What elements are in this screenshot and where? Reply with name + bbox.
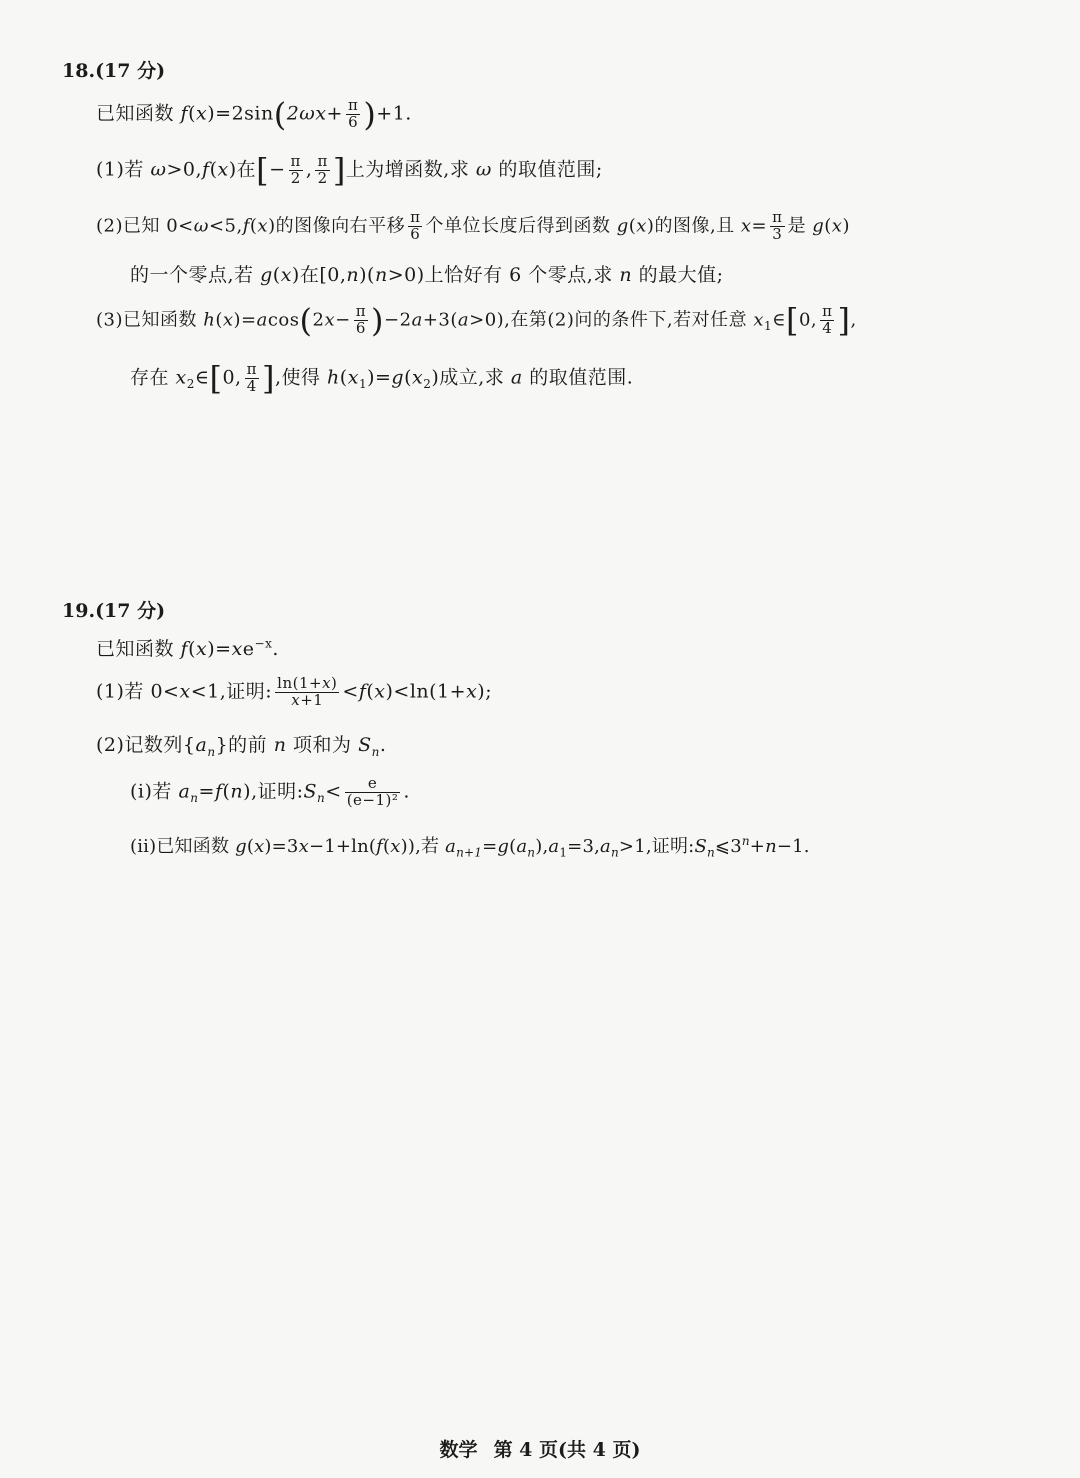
footer-subject: 数学: [439, 1439, 478, 1461]
q19-part-2-i: (i)若 $a_n=f(n)$,证明$:S_n<$ $\frac{e}{\text{(e−1)²}}$ .: [130, 774, 410, 809]
fraction: $\frac{\pi}{2}$: [290, 152, 301, 187]
question-score: (17 分): [95, 600, 166, 622]
q18-part-1: (1)若 ω>0,f(x)在[− $\frac{\pi}{2}$ , $\frac{\pi}{2}$ ]上为增函数,求 ω 的取值范围;: [96, 151, 603, 190]
page-footer: [0, 1435, 1080, 1462]
fraction: $\frac{\pi}{4}$: [246, 360, 257, 395]
q18-part-3-line-2: 存在 $x_2\in[0$, $\frac{\pi}{4}$ ],使得 $h(x_1)=g(x_2)$成立,求 a 的取值范围.: [130, 359, 634, 398]
q19-intro: 已知函数 $f(x)=xe^{-x}$.: [96, 636, 279, 660]
fraction: $\frac{\pi}{6}$: [410, 208, 421, 243]
fraction: $\frac{\pi}{6}$: [347, 96, 359, 131]
fraction: $\frac{e}{\text{(e−1)²}}$: [346, 774, 399, 809]
question-score: (17 分): [95, 60, 166, 82]
fraction: $\frac{\pi}{3}$: [772, 208, 783, 243]
q19-part-2-ii: (ii)已知函数 g(x)=3x−1+ln(f(x)),若 $a_{n+1}=g(a_n),a_1=3,a_n>1$,证明$:S_n⩽3^n+n-1$.: [130, 834, 810, 860]
q19-part-2: (2)记数列$\{a_n\}$的前 n 项和为 $S_n$.: [96, 734, 387, 759]
fraction: $\frac{\pi}{4}$: [822, 302, 833, 337]
q19-part-1: (1)若 0<x<1,证明: $\frac{\ln(1+x)}{x+1}$ <f(x)<ln(1+x);: [96, 674, 493, 709]
question-number: 19.: [62, 600, 96, 622]
question-18-header: [62, 56, 165, 83]
footer-page-number: 第 4 页(共 4 页): [493, 1439, 641, 1461]
q18-part-2-line-1: (2)已知 0<ω<5,f(x)的图像向右平移 $\frac{\pi}{6}$ 个单位长度后得到函数 g(x)的图像,且 x= $\frac{\pi}{3}$ 是 g(x): [96, 208, 850, 243]
q18-part-2-line-2: 的一个零点,若 g(x)在[0,n)(n>0)上恰好有 6 个零点,求 n 的最大值;: [130, 264, 724, 286]
q18-intro: 已知函数 f(x)=2sin(2ωx+ $\frac{\pi}{6}$ )+1.: [96, 95, 412, 134]
question-number: 18.: [62, 60, 96, 82]
fraction: $\frac{\ln(1+x)}{x+1}$: [277, 674, 338, 709]
question-19-header: [62, 596, 165, 623]
fraction: $\frac{\pi}{6}$: [355, 302, 367, 337]
fraction: $\frac{\pi}{2}$: [317, 152, 328, 187]
q18-part-3-line-1: (3)已知函数 h(x)=acos(2x− $\frac{\pi}{6}$ )−2a+3(a>0),在第(2)问的条件下,若对任意 $x_1\in[0$, $\frac{\pi}{4}$ ],: [96, 301, 857, 340]
